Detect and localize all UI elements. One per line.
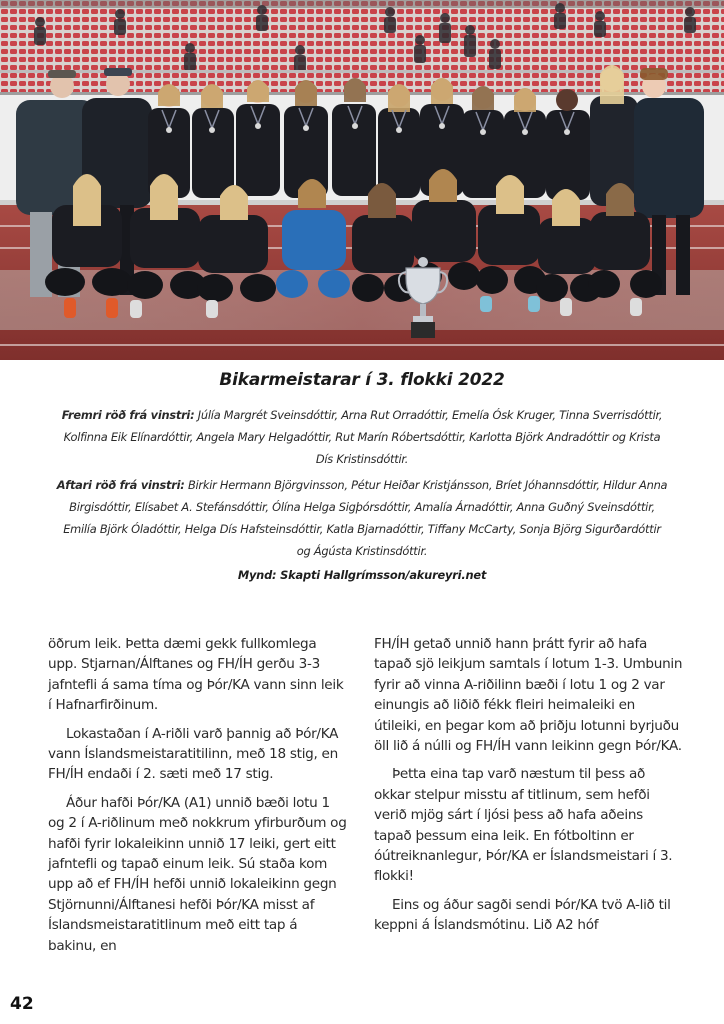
paragraph: Eins og áður sagði sendi Þór/KA tvö A-lið til keppni á Íslandsmótinu. Lið A2 hóf xyxy=(374,896,671,934)
team-photo-illustration xyxy=(0,0,724,360)
back-row-caption xyxy=(56,474,668,562)
photo-credit: Mynd: Skapti Hallgrímsson/akureyri.net xyxy=(237,568,487,582)
front-row-caption xyxy=(56,404,668,470)
paragraph: öðrum leik. Þetta dæmi gekk fullkomlega upp. Stjarnan/Álftanes og FH/ÍH gerðu 3-3 jafntefli á sama tíma og Þór/KA vann sinn leik í Hafnarfirðinum. xyxy=(48,636,344,714)
left-column xyxy=(48,634,348,964)
front-row-names: Júlía Margrét Sveinsdóttir, Arna Rut Orradóttir, Emelía Ósk Kruger, Tinna Sverrisdóttir, Kolfinna Eik Elínardóttir, Angela Mary Helgadóttir, Rut Marín Róbertsdóttir, Karlotta Björk Andradóttir og Krista Dís Kristinsdóttir. xyxy=(63,408,663,466)
page-number: 42 xyxy=(10,994,34,1014)
back-row-label: Aftari röð frá vinstri: xyxy=(56,478,185,492)
paragraph: Áður hafði Þór/KA (A1) unnið bæði lotu 1 og 2 í A-riðlinum með nokkrum yfirburðum og hafði fyrir lokaleikinn unnið 17 leiki, gert eitt jafntefli og tapað einum leik. Sú staða kom upp að ef FH/ÍH hefði unnið lokaleikinn gegn Stjörnunni/Álftanesi hefði Þór/KA misst af Íslandsmeistaratitlinum með eitt tap á bakinu, en xyxy=(48,794,347,954)
right-column xyxy=(374,634,684,944)
back-row-names: Birkir Hermann Björgvinsson, Pétur Heiðar Kristjánsson, Bríet Jóhannsdóttir, Hildur Anna Birgisdóttir, Elísabet A. Stefánsdóttir, Ólína Helga Sigþórsdóttir, Amalía Árnadóttir, Anna Guðný Sveinsdóttir, Emilía Björk Óladóttir, Helga Dís Hafsteinsdóttir, Katla Bjarnadóttir, Tiffany McCarty, Sonja Björg Sigurðardóttir og Ágústa Kristinsdóttir. xyxy=(63,478,668,558)
paragraph: FH/ÍH getað unnið hann þrátt fyrir að hafa tapað sjö leikjum samtals í lotum 1-3. Umbunin fyrir að vinna A-riðilinn bæði í lotu 1 og 2 var einungis að liðið fékk fleiri heimaleiki en útileiki, en þegar kom að þriðju lotunni byrjuðu öll lið á núlli og FH/ÍH vann leikinn gegn Þór/KA. xyxy=(374,636,683,755)
team-photo xyxy=(0,0,724,360)
paragraph: Lokastaðan í A-riðli varð þannig að Þór/KA vann Íslandsmeistaratitilinn, með 18 stig, en FH/ÍH endaði í 2. sæti með 17 stig. xyxy=(48,725,339,783)
front-row-label: Fremri röð frá vinstri: xyxy=(61,408,195,422)
paragraph: Þetta eina tap varð næstum til þess að okkar stelpur misstu af titlinum, sem hefði verið mjög sárt í ljósi þess að hafa aðeins tapað þessum eina leik. En fótboltinn er óútreiknanlegur, Þór/KA er Íslandsmeistari í 3. flokki! xyxy=(374,766,673,885)
caption-title: Bikarmeistarar í 3. flokki 2022 xyxy=(219,370,505,390)
